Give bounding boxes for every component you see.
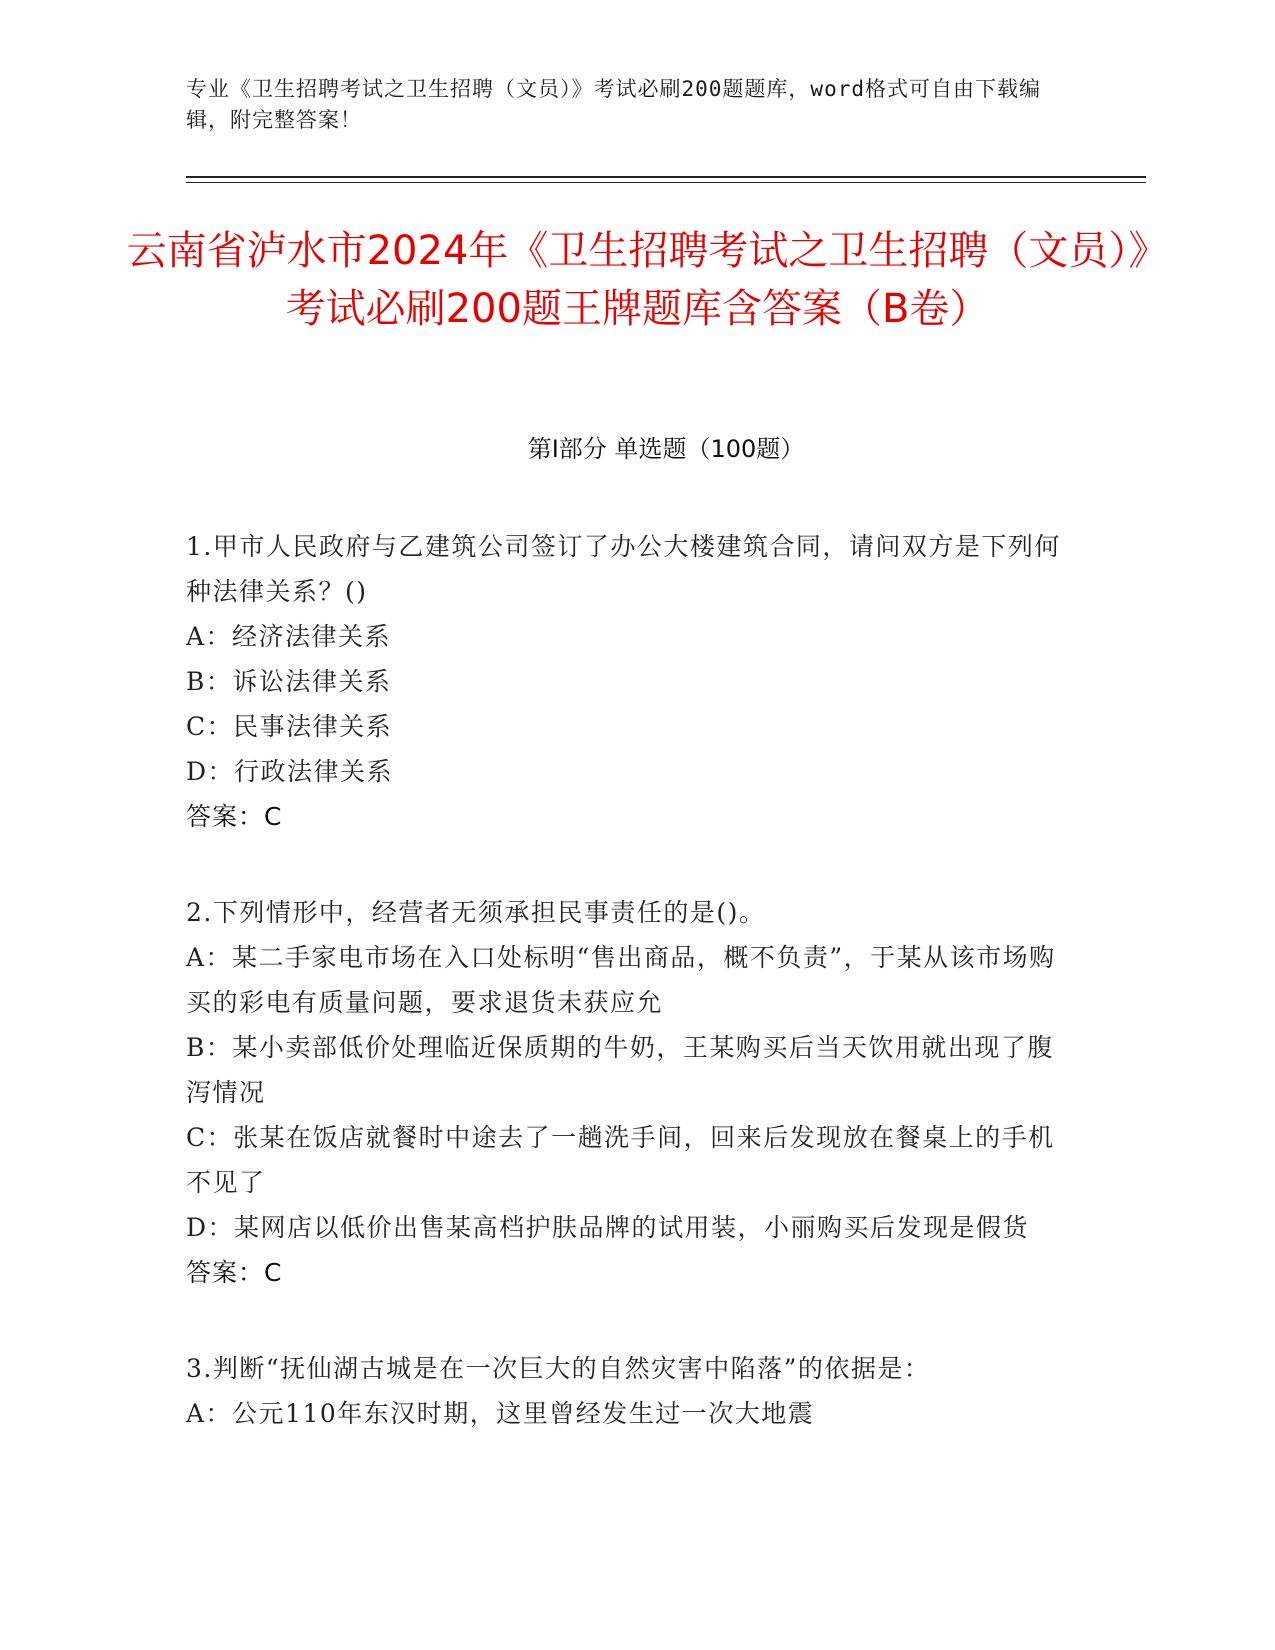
- option-b: B：某小卖部低价处理临近保质期的牛奶，王某购买后当天饮用就出现了腹泻情况: [186, 1033, 1054, 1107]
- question-3: [186, 1346, 1066, 1436]
- question-list: [186, 524, 1066, 1487]
- question-1: [186, 524, 1066, 839]
- option-a: A：公元110年东汉时期，这里曾经发生过一次大地震: [186, 1399, 815, 1428]
- option-d: D：行政法律关系: [186, 757, 394, 786]
- document-title: 云南省泸水市2024年《卫生招聘考试之卫生招聘（文员）》考试必刷200题王牌题库含答案（B卷）: [126, 228, 1149, 332]
- option-b: B：诉讼法律关系: [186, 667, 392, 696]
- question-stem: 3.判断“抚仙湖古城是在一次巨大的自然灾害中陷落”的依据是：: [186, 1354, 931, 1383]
- intro-text: 专业《卫生招聘考试之卫生招聘（文员）》考试必刷200题题库，word格式可自由下载编辑，附完整答案！: [186, 77, 1041, 132]
- question-stem: 1.甲市人民政府与乙建筑公司签订了办公大楼建筑合同，请问双方是下列何种法律关系？(): [186, 532, 1061, 606]
- option-a: A：经济法律关系: [186, 622, 392, 651]
- option-c: C：张某在饭店就餐时中途去了一趟洗手间，回来后发现放在餐桌上的手机不见了: [186, 1123, 1055, 1197]
- option-c: C：民事法律关系: [186, 712, 393, 741]
- option-a: A：某二手家电市场在入口处标明“售出商品，概不负责”，于某从该市场购买的彩电有质量问题，要求退货未获应允: [186, 943, 1056, 1017]
- answer-label: 答案：C: [186, 1258, 283, 1287]
- header-divider-thin: [186, 182, 1146, 183]
- section-title: 第Ⅰ部分 单选题（100题）: [527, 435, 805, 463]
- header-divider-thick: [186, 176, 1146, 178]
- question-stem: 2.下列情形中，经营者无须承担民事责任的是()。: [186, 898, 766, 927]
- question-2: [186, 890, 1066, 1295]
- answer-label: 答案：C: [186, 802, 283, 831]
- option-d: D：某网店以低价出售某高档护肤品牌的试用装，小丽购买后发现是假货: [186, 1213, 1030, 1242]
